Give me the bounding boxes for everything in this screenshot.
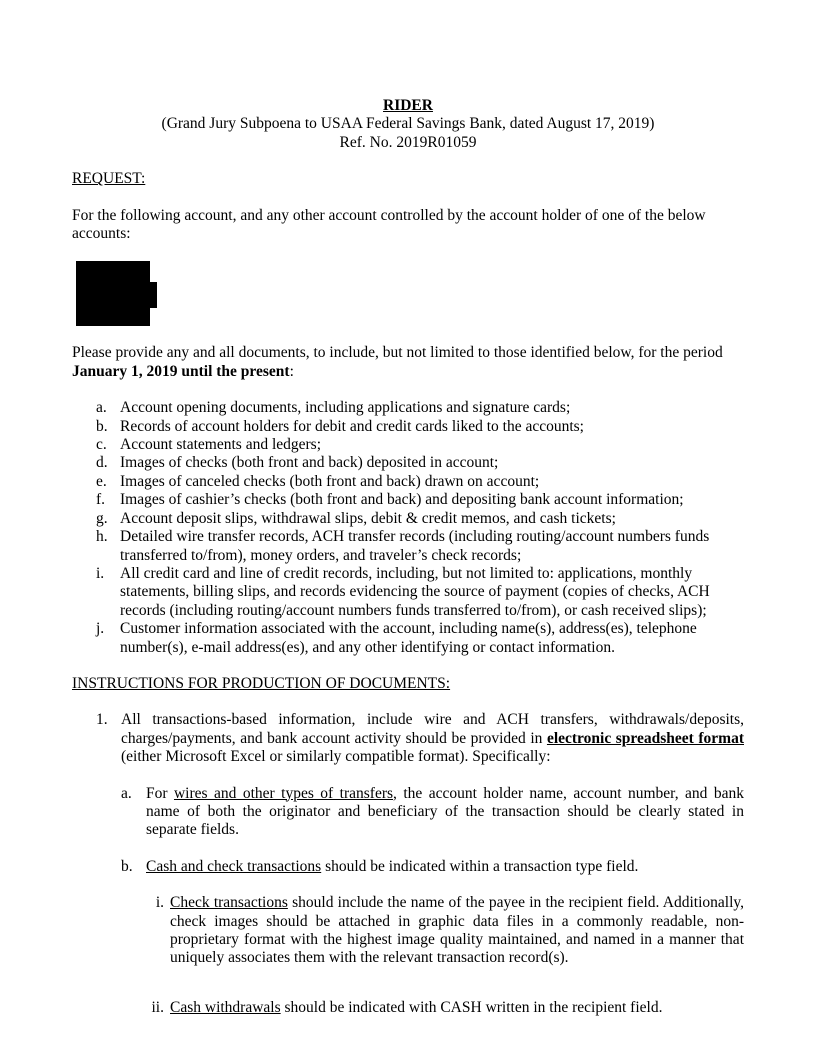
list-item-marker: d. [96, 454, 108, 472]
run-plain: should be indicated within a transaction type field. [321, 857, 639, 875]
list-item-text: Detailed wire transfer records, ACH transfer records (including routing/account numbers funds transferred to/from), money orders, and traveler’s check records; [120, 528, 710, 564]
run-bold-underline: electronic spreadsheet format [546, 729, 744, 747]
list-item-text [146, 858, 744, 876]
run-plain: should be indicated with CASH written in the recipient field. [280, 998, 663, 1016]
list-item [96, 491, 744, 509]
period-text-bold-range: January 1, 2019 until the present [72, 362, 290, 380]
request-intro-paragraph: For the following account, and any other account controlled by the account holder of one of the below accounts: [72, 206, 706, 243]
period-paragraph [72, 344, 744, 381]
period-text-colon: : [289, 362, 294, 380]
list-item-text: Images of canceled checks (both front and back) drawn on account; [120, 472, 540, 490]
list-item [96, 528, 744, 565]
list-item [96, 510, 744, 528]
list-item-marker: c. [96, 436, 107, 454]
list-item-text [170, 999, 744, 1017]
list-item-marker: i. [155, 894, 164, 912]
run-plain: (either Microsoft Excel or similarly compatible format). Specifically: [121, 748, 551, 766]
list-item [96, 473, 744, 491]
list-item-marker: j. [96, 620, 105, 638]
run-plain: , the account holder name, account number, and bank name of both the originator and beneficiary of the transaction should be clearly stated in separate fields. [146, 784, 744, 839]
list-item-text: Images of checks (both front and back) deposited in account; [120, 454, 499, 472]
list-item-marker: b. [96, 417, 108, 435]
instruction-item-1 [96, 711, 744, 766]
list-item-text [170, 894, 744, 968]
instruction-item-1b [121, 858, 744, 876]
list-item-text [121, 711, 744, 766]
list-item-text [146, 785, 744, 840]
list-item-marker: g. [96, 509, 108, 527]
list-item [96, 399, 744, 417]
list-item [96, 565, 744, 620]
instructions-heading: INSTRUCTIONS FOR PRODUCTION OF DOCUMENTS: [72, 674, 451, 692]
redaction-box-notch [150, 282, 157, 308]
requested-documents-list [96, 399, 744, 657]
list-item-marker: a. [121, 784, 132, 802]
request-heading: REQUEST: [72, 170, 146, 188]
list-item-text: Images of cashier’s checks (both front and back) and depositing bank account information; [120, 491, 684, 509]
list-item-text: Account deposit slips, withdrawal slips, debit & credit memos, and cash tickets; [120, 509, 616, 527]
document-ref-number: Ref. No. 2019R01059 [339, 133, 477, 151]
list-item [96, 436, 744, 454]
list-item-marker: e. [96, 472, 107, 490]
list-item-text: Account statements and ledgers; [120, 436, 322, 454]
list-item-text: Account opening documents, including applications and signature cards; [120, 399, 571, 417]
run-underline: wires and other types of transfers [173, 784, 394, 802]
list-item-marker: ii. [151, 998, 164, 1016]
document-title: RIDER [383, 97, 433, 114]
instruction-item-1b-i [145, 894, 744, 968]
run-underline: Cash withdrawals [170, 998, 281, 1016]
instruction-item-1b-ii [145, 999, 744, 1017]
list-item-marker: h. [96, 528, 108, 546]
list-item-marker: b. [121, 857, 133, 875]
run-plain: should include the name of the payee in the recipient field. Additionally, check images should be attached in graphic data files in a commonly readable, non-proprietary format with the highest image quality maintained, and named in a manner that uniquely associates them with the relevant transaction record(s). [170, 894, 744, 967]
list-item-marker: 1. [96, 711, 108, 729]
list-item-marker: a. [96, 399, 107, 417]
list-item [96, 418, 744, 436]
instruction-item-1a [121, 785, 744, 840]
list-item [96, 620, 744, 657]
run-plain: For [146, 784, 174, 802]
list-item-text: All credit card and line of credit records, including, but not limited to: applications, monthly statements, billing slips, and records evidencing the source of payment (copies of checks, ACH records (including routing/account numbers funds transferred to/from), or cash received slips); [120, 564, 710, 619]
run-plain: All transactions-based information, include wire and ACH transfers, withdrawals/deposits, charges/payments, and bank account activity should be provided in [121, 711, 744, 747]
period-text-lead: Please provide any and all documents, to include, but not limited to those identified below, for the period [72, 344, 723, 362]
run-underline: Check transactions [170, 894, 288, 912]
redaction-box [76, 261, 150, 326]
list-item-marker: i. [96, 564, 105, 582]
run-underline: Cash and check transactions [146, 857, 322, 875]
list-item-text: Customer information associated with the account, including name(s), address(es), telephone number(s), e-mail address(es), and any other identifying or contact information. [120, 620, 697, 656]
list-item-text: Records of account holders for debit and credit cards liked to the accounts; [120, 417, 584, 435]
list-item [96, 454, 744, 472]
document-subtitle: (Grand Jury Subpoena to USAA Federal Savings Bank, dated August 17, 2019) [161, 115, 655, 133]
list-item-marker: f. [96, 491, 106, 509]
